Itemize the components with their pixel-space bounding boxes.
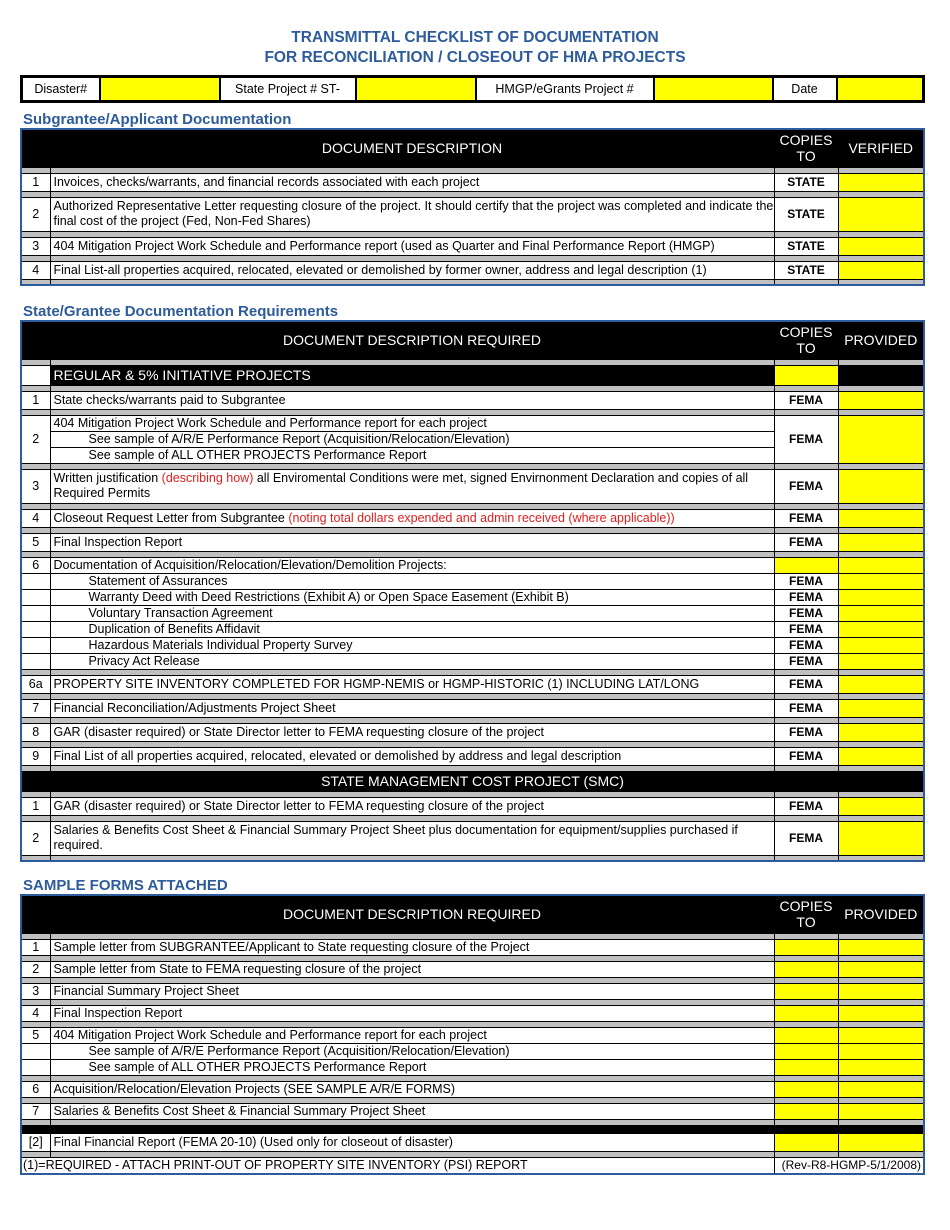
provided-checkbox[interactable] (838, 391, 924, 409)
provided-checkbox[interactable] (838, 1043, 924, 1059)
col-copies-to: COPIES TO (774, 321, 838, 359)
provided-checkbox[interactable] (838, 415, 924, 463)
table-row: 3 Written justification (describing how) all Enviromental Conditions were met, signed Envirnonment Declaration and copies of all Required Permits FEMA (21, 469, 924, 503)
col-document-description: DOCUMENT DESCRIPTION REQUIRED (50, 895, 774, 933)
col-document-description: DOCUMENT DESCRIPTION (50, 129, 774, 167)
header-fields (20, 75, 925, 103)
date-label: Date (773, 77, 837, 102)
state-project-label: State Project # ST- (220, 77, 356, 102)
table-row: 2 404 Mitigation Project Work Schedule and Performance report for each project FEMA (21, 415, 924, 431)
col-copies-to: COPIES TO (774, 895, 838, 933)
table-row: 6a PROPERTY SITE INVENTORY COMPLETED FOR HGMP-NEMIS or HGMP-HISTORIC (1) INCLUDING LAT/LONG FEMA (21, 675, 924, 693)
provided-checkbox[interactable] (838, 557, 924, 573)
state-project-field[interactable] (356, 77, 476, 102)
col-provided: PROVIDED (838, 895, 924, 933)
table-row: 8 GAR (disaster required) or State Director letter to FEMA requesting closure of the project FEMA (21, 723, 924, 741)
table-row: 6 Documentation of Acquisition/Relocation/Elevation/Demolition Projects: (21, 557, 924, 573)
title-line-2: FOR RECONCILIATION / CLOSEOUT OF HMA PROJECTS (264, 49, 686, 66)
provided-checkbox[interactable] (838, 723, 924, 741)
table-row: 3 404 Mitigation Project Work Schedule and Performance report (used as Quarter and Final Performance Report (HMGP) STATE (21, 237, 924, 255)
provided-checkbox[interactable] (838, 1027, 924, 1043)
table-row: 2 Authorized Representative Letter requesting closure of the project. It should certify that the project was completed and indicate the final cost of the project (Fed, Non-Fed Shares) STATE (21, 197, 924, 231)
verified-checkbox[interactable] (838, 261, 924, 279)
table-row: 4 Final List-all properties acquired, relocated, elevated or demolished by former owner, address and legal description (1) STATE (21, 261, 924, 279)
table-row: 5 404 Mitigation Project Work Schedule and Performance report for each project (21, 1027, 924, 1043)
provided-checkbox[interactable] (838, 533, 924, 551)
provided-checkbox[interactable] (838, 573, 924, 589)
table-row: 1 Sample letter from SUBGRANTEE/Applicant to State requesting closure of the Project (21, 939, 924, 955)
table-row: 4 Final Inspection Report (21, 1005, 924, 1021)
list-item: Voluntary Transaction Agreement FEMA (21, 605, 924, 621)
title-line-1: TRANSMITTAL CHECKLIST OF DOCUMENTATION (291, 29, 659, 46)
provided-checkbox[interactable] (838, 1103, 924, 1119)
col-verified: VERIFIED (838, 129, 924, 167)
col-copies-to: COPIES TO (774, 129, 838, 167)
list-item: Hazardous Materials Individual Property Survey FEMA (21, 637, 924, 653)
list-item: Statement of Assurances FEMA (21, 573, 924, 589)
list-item: See sample of ALL OTHER PROJECTS Performance Report (21, 1059, 924, 1075)
provided-checkbox[interactable] (838, 653, 924, 669)
table-row: 2 Sample letter from State to FEMA requesting closure of the project (21, 961, 924, 977)
disaster-field[interactable] (100, 77, 220, 102)
provided-checkbox[interactable] (838, 675, 924, 693)
hmgp-project-label: HMGP/eGrants Project # (476, 77, 654, 102)
date-field[interactable] (837, 77, 924, 102)
table-row: 5 Final Inspection Report FEMA (21, 533, 924, 551)
footer-note: (1)=REQUIRED - ATTACH PRINT-OUT OF PROPERTY SITE INVENTORY (PSI) REPORT (21, 1157, 774, 1174)
provided-checkbox[interactable] (838, 589, 924, 605)
table-row: [2] Final Financial Report (FEMA 20-10) (Used only for closeout of disaster) (21, 1133, 924, 1151)
provided-checkbox[interactable] (838, 797, 924, 815)
table-row: 1 GAR (disaster required) or State Director letter to FEMA requesting closure of the project FEMA (21, 797, 924, 815)
subgrantee-table (20, 128, 925, 286)
section-state-title: State/Grantee Documentation Requirements (23, 303, 339, 320)
provided-checkbox[interactable] (838, 1059, 924, 1075)
provided-checkbox[interactable] (838, 637, 924, 653)
provided-checkbox[interactable] (838, 469, 924, 503)
col-provided: PROVIDED (838, 321, 924, 359)
list-item: See sample of A/R/E Performance Report (Acquisition/Relocation/Elevation) (21, 1043, 924, 1059)
list-item: Warranty Deed with Deed Restrictions (Exhibit A) or Open Space Easement (Exhibit B) FEMA (21, 589, 924, 605)
table-row: 3 Financial Summary Project Sheet (21, 983, 924, 999)
hmgp-project-field[interactable] (654, 77, 773, 102)
verified-checkbox[interactable] (838, 237, 924, 255)
provided-checkbox[interactable] (838, 961, 924, 977)
table-row: 1 Invoices, checks/warrants, and financial records associated with each project STATE (21, 173, 924, 191)
smc-subheader: STATE MANAGEMENT COST PROJECT (SMC) (21, 771, 924, 791)
table-row: 7 Salaries & Benefits Cost Sheet & Financial Summary Project Sheet (21, 1103, 924, 1119)
sample-forms-table (20, 894, 925, 1175)
provided-checkbox[interactable] (838, 939, 924, 955)
revision-label: (Rev-R8-HGMP-5/1/2008) (774, 1157, 924, 1174)
disaster-label: Disaster# (22, 77, 100, 102)
provided-checkbox[interactable] (838, 1133, 924, 1151)
state-table: DOCUMENT DESCRIPTION REQUIRED COPIES TO PROVIDED REGULAR & 5% INITIATIVE PROJECTS 1 State checks/warrants paid to Subgrantee FEMA 2 404 Mitigation Project Work Schedule and Performance report for each project FEMA See sample of A/R/E Performance Report (Acquisition/Relocation/Elevation) See sample of ALL OTHER PROJECTS Performance Report 3 Written justification (describing how) all Enviromental Conditions were met, signed Envirnonment Declaration and copies of all Required Permits FEMA 4 Closeout Request Letter from Subgrantee (noting total dollars expended and admin received (where applicable)) FEMA 5 Final Inspection Report FEMA 6 Documentation of Acquisition/Relocation/Elevation/Demolition Projects: Statement of Assurances FEMA Warranty Deed with Deed Restrictions (Exhibit A) or Open Space Easement (Exhibit B) FEMA Voluntary Transaction Agreement FEMA Duplication of Benefits Affidavit FEMA Hazardous Materials Individual Property Survey FEMA Privacy Act Release FEMA 6a PROPERTY SITE INVENTORY COMPLETED FOR HGMP-NEMIS or HGMP-HISTORIC (1) INCLUDING LAT/LONG FEMA 7 Financial Reconciliation/Adjustments Project Sheet FEMA 8 GAR (disaster required) or State Director letter to FEMA requesting closure of the project FEMA 9 Final List of all properties acquired, relocated, elevated or demolished by address and legal description FEMA STATE MANAGEMENT COST PROJECT (SMC) 1 GAR (disaster required) or State Director letter to FEMA requesting closure of the project FEMA 2 Salaries & Benefits Cost Sheet & Financial Summary Project Sheet plus documentation for equipment/supplies purchased if required. FEMA (20, 320, 925, 862)
regular-projects-subheader: REGULAR & 5% INITIATIVE PROJECTS (50, 365, 774, 385)
provided-checkbox[interactable] (838, 1005, 924, 1021)
list-item: Privacy Act Release FEMA (21, 653, 924, 669)
table-row: 6 Acquisition/Relocation/Elevation Projects (SEE SAMPLE A/R/E FORMS) (21, 1081, 924, 1097)
list-item: Duplication of Benefits Affidavit FEMA (21, 621, 924, 637)
table-row: 9 Final List of all properties acquired, relocated, elevated or demolished by address and legal description FEMA (21, 747, 924, 765)
provided-checkbox[interactable] (838, 699, 924, 717)
verified-checkbox[interactable] (838, 197, 924, 231)
col-document-description: DOCUMENT DESCRIPTION REQUIRED (50, 321, 774, 359)
provided-checkbox[interactable] (838, 983, 924, 999)
table-row: 1 State checks/warrants paid to Subgrantee FEMA (21, 391, 924, 409)
section-sample-forms-title: SAMPLE FORMS ATTACHED (23, 877, 228, 894)
provided-checkbox[interactable] (838, 621, 924, 637)
provided-checkbox[interactable] (838, 509, 924, 527)
table-row: 4 Closeout Request Letter from Subgrantee (noting total dollars expended and admin received (where applicable)) FEMA (21, 509, 924, 527)
table-row: 7 Financial Reconciliation/Adjustments Project Sheet FEMA (21, 699, 924, 717)
verified-checkbox[interactable] (838, 173, 924, 191)
provided-checkbox[interactable] (838, 821, 924, 855)
provided-checkbox[interactable] (838, 605, 924, 621)
footer-row (21, 1157, 924, 1174)
section-subgrantee-title: Subgrantee/Applicant Documentation (23, 111, 292, 128)
provided-checkbox[interactable] (838, 1081, 924, 1097)
provided-checkbox[interactable] (838, 747, 924, 765)
table-row: 2 Salaries & Benefits Cost Sheet & Financial Summary Project Sheet plus documentation for equipment/supplies purchased if required. FEMA (21, 821, 924, 855)
